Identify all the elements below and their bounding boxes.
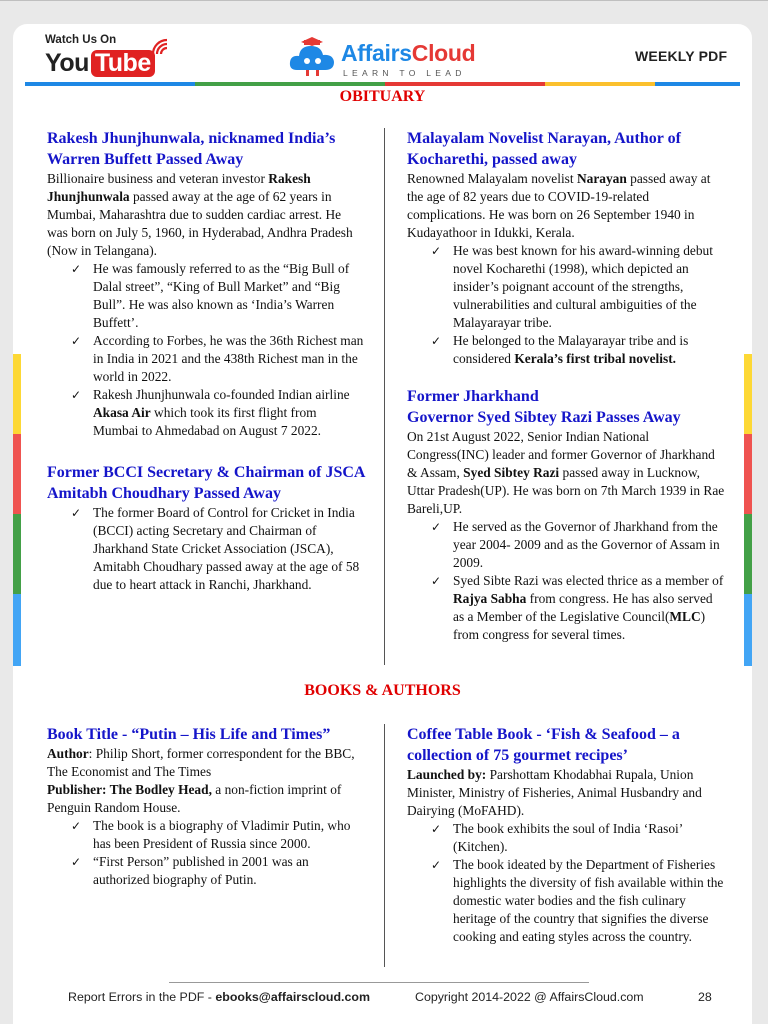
bullet-list <box>407 820 725 946</box>
pdf-page <box>13 24 752 1024</box>
footer-report-prefix: Report Errors in the PDF - <box>68 990 216 1004</box>
checkmark-icon: ✓ <box>71 262 82 276</box>
broadcast-icon <box>151 38 169 56</box>
text-run: Narayan <box>576 171 627 186</box>
text-run: He was best known for his award-winning debut novel Kocharethi (1998), which depicted an insider’s poignant account of the strengths, vulnerabilities and cultural ambiguities of the Malayarayar tribe. <box>453 243 713 330</box>
text-run: He was famously referred to as the “Big Bull of Dalal street”, “King of Bull Market” and “Big Bull”. He was also known as ‘India’s Warren Buffett’. <box>93 261 350 330</box>
bullet-list <box>47 260 365 440</box>
header-stripe-green <box>195 82 385 86</box>
checkmark-icon: ✓ <box>71 819 82 833</box>
checkmark-icon: ✓ <box>431 520 442 534</box>
checkmark-icon: ✓ <box>71 855 82 869</box>
text-run: He served as the Governor of Jharkhand from the year 2004- 2009 and as the Governor of Assam in 2009. <box>453 519 720 570</box>
checkmark-icon: ✓ <box>71 334 82 348</box>
logo-wordmark <box>341 40 475 67</box>
checkmark-icon: ✓ <box>431 858 442 872</box>
header-stripe-yellow <box>545 82 655 86</box>
text-run: Billionaire business and veteran investor <box>47 171 269 186</box>
article-heading: Malayalam Novelist Narayan, Author of Kocharethi, passed away <box>407 130 681 168</box>
side-tab-yellow-right <box>744 354 752 434</box>
header-stripe-blue <box>25 82 195 86</box>
books-right-column <box>407 724 725 946</box>
footer-copyright: Copyright 2014-2022 @ AffairsCloud.com <box>415 990 644 1004</box>
text-run: a non-fiction imprint of Penguin Random House. <box>47 782 342 815</box>
article <box>407 386 725 644</box>
list-item <box>71 853 365 889</box>
logo-cloud: Cloud <box>411 40 476 66</box>
list-item <box>431 572 725 644</box>
text-run: He belonged to the Malayarayar tribe and is considered <box>453 333 689 366</box>
text-run: : Philip Short, former correspondent for the BBC, The Economist and The Times <box>47 746 355 779</box>
side-tab-red-right <box>744 434 752 514</box>
obituary-right-column <box>407 128 725 644</box>
checkmark-icon: ✓ <box>71 388 82 402</box>
text-run: The book ideated by the Department of Fisheries highlights the diversity of fish available within the domestic water bodies and the fish culinary heritage of the country that signifies the diverse cooking and eating styles across the country. <box>453 857 724 944</box>
side-tab-blue-right <box>744 594 752 666</box>
article-heading: Former BCCI Secretary & Chairman of JSCA Amitabh Choudhary Passed Away <box>47 464 365 502</box>
column-divider-books <box>384 724 385 967</box>
logo-tagline: LEARN TO LEAD <box>343 68 466 78</box>
article-line <box>47 781 365 817</box>
bullet-list <box>47 504 365 594</box>
footer-rule <box>169 982 589 983</box>
text-run: “First Person” published in 2001 was an authorized biography of Putin. <box>93 854 309 887</box>
text-run: MLC <box>669 609 701 624</box>
logo-affairs: Affairs <box>341 40 412 66</box>
text-run: Syed Sibtey Razi <box>463 465 560 480</box>
list-item <box>431 242 725 332</box>
side-tab-green <box>13 514 21 594</box>
article <box>47 128 365 440</box>
checkmark-icon: ✓ <box>431 574 442 588</box>
article-heading: Book Title - “Putin – His Life and Times” <box>47 726 331 743</box>
section-title-obituary: OBITUARY <box>339 88 426 105</box>
list-item <box>71 386 365 440</box>
text-run: The former Board of Control for Cricket in India (BCCI) acting Secretary and Chairman of Jharkhand State Cricket Association (JSCA), Amitabh Choudhary passed away at the age of 58 due to heart attack in Ranchi, Jharkhand. <box>93 505 360 592</box>
header-stripe-blue-2 <box>655 82 740 86</box>
article-intro <box>407 428 725 518</box>
text-run: ) from congress for several times. <box>453 609 706 642</box>
list-item <box>431 332 725 368</box>
text-run: Akasa Air <box>93 405 151 420</box>
checkmark-icon: ✓ <box>431 822 442 836</box>
page-number: 28 <box>698 990 712 1004</box>
text-run: passed away at the age of 62 years in Mumbai, Maharashtra due to sudden cardiac arrest. He was born on July 5, 1960, in Hyderabad, Andhra Pradesh (Now in Telangana). <box>47 189 353 258</box>
youtube-you: You <box>45 49 89 77</box>
youtube-watch-text: Watch Us On <box>45 34 117 46</box>
youtube-tube: Tube <box>91 50 155 77</box>
text-run: Publisher: The Bodley Head, <box>47 782 212 797</box>
list-item <box>71 817 365 853</box>
article-intro <box>407 170 725 242</box>
text-run: Rakesh Jhunjhunwala co-founded Indian airline <box>93 387 350 402</box>
side-tab-green-right <box>744 514 752 594</box>
article-line <box>407 766 725 820</box>
side-tab-yellow <box>13 354 21 434</box>
article-heading: Coffee Table Book - ‘Fish & Seafood – a collection of 75 gourmet recipes’ <box>407 726 680 764</box>
text-run: Launched by: <box>407 767 487 782</box>
side-tab-blue <box>13 594 21 666</box>
text-run: passed away in Lucknow, Uttar Pradesh(UP). He was born on 7th March 1939 in Rae Bareli,UP. <box>407 465 725 516</box>
text-run: Syed Sibte Razi was elected thrice as a member of <box>453 573 724 588</box>
text-run: Rajya Sabha <box>453 591 527 606</box>
text-run: On 21st August 2022, Senior Indian National Congress(INC) leader and former Governor of Jharkhand & Assam, <box>407 429 715 480</box>
text-run: from congress. He has also served as a Member of the Legislative Council( <box>453 591 713 624</box>
checkmark-icon: ✓ <box>71 506 82 520</box>
text-run: According to Forbes, he was the 36th Richest man in India in 2021 and the 438th Richest man in the world in 2022. <box>93 333 364 384</box>
bullet-list <box>407 518 725 644</box>
article <box>47 724 365 889</box>
bullet-list <box>47 817 365 889</box>
list-item <box>431 856 725 946</box>
checkmark-icon: ✓ <box>431 244 442 258</box>
list-item <box>71 260 365 332</box>
list-item <box>71 332 365 386</box>
checkmark-icon: ✓ <box>431 334 442 348</box>
affairscloud-logo[interactable] <box>287 36 487 80</box>
text-run: Parshottam Khodabhai Rupala, Union Minister, Ministry of Fisheries, Animal Husbandry and Dairying (MoFAHD). <box>407 767 702 818</box>
text-run: The book is a biography of Vladimir Putin, who has been President of Russia since 2000. <box>93 818 351 851</box>
cloud-mascot-icon <box>287 36 337 78</box>
article <box>407 724 725 946</box>
text-run: Rakesh Jhunjhunwala <box>47 171 311 204</box>
text-run: The book exhibits the soul of India ‘Rasoi’ (Kitchen). <box>453 821 683 854</box>
bullet-list <box>407 242 725 368</box>
side-tab-red <box>13 434 21 514</box>
list-item <box>431 820 725 856</box>
books-left-column <box>47 724 365 889</box>
top-rule <box>0 0 768 1</box>
youtube-badge[interactable] <box>43 34 168 78</box>
article-heading: Rakesh Jhunjhunwala, nicknamed India’s Warren Buffett Passed Away <box>47 130 336 168</box>
footer-email-link[interactable]: ebooks@affairscloud.com <box>215 990 370 1004</box>
youtube-logo-text <box>45 48 155 78</box>
article-intro <box>47 170 365 260</box>
text-run: Author <box>47 746 89 761</box>
article-line <box>47 745 365 781</box>
article-heading: Former Jharkhand Governor Syed Sibtey Razi Passes Away <box>407 388 681 426</box>
text-run: Renowned Malayalam novelist <box>407 171 577 186</box>
list-item <box>431 518 725 572</box>
section-title-books: BOOKS & AUTHORS <box>304 682 461 699</box>
weekly-pdf-label: WEEKLY PDF <box>635 48 728 64</box>
article <box>47 462 365 594</box>
header-stripe-red <box>385 82 545 86</box>
article <box>407 128 725 368</box>
footer-report <box>68 990 370 1004</box>
column-divider-obituary <box>384 128 385 665</box>
list-item <box>71 504 365 594</box>
obituary-left-column <box>47 128 365 594</box>
text-run: which took its first flight from Mumbai to Ahmedabad on August 7 2022. <box>93 405 321 438</box>
text-run: passed away at the age of 82 years due to COVID-19-related complications. He was born on 26 September 1940 in Kudayathoor in Idukki, Kerala. <box>407 171 711 240</box>
text-run: Kerala’s first tribal novelist. <box>514 351 677 366</box>
